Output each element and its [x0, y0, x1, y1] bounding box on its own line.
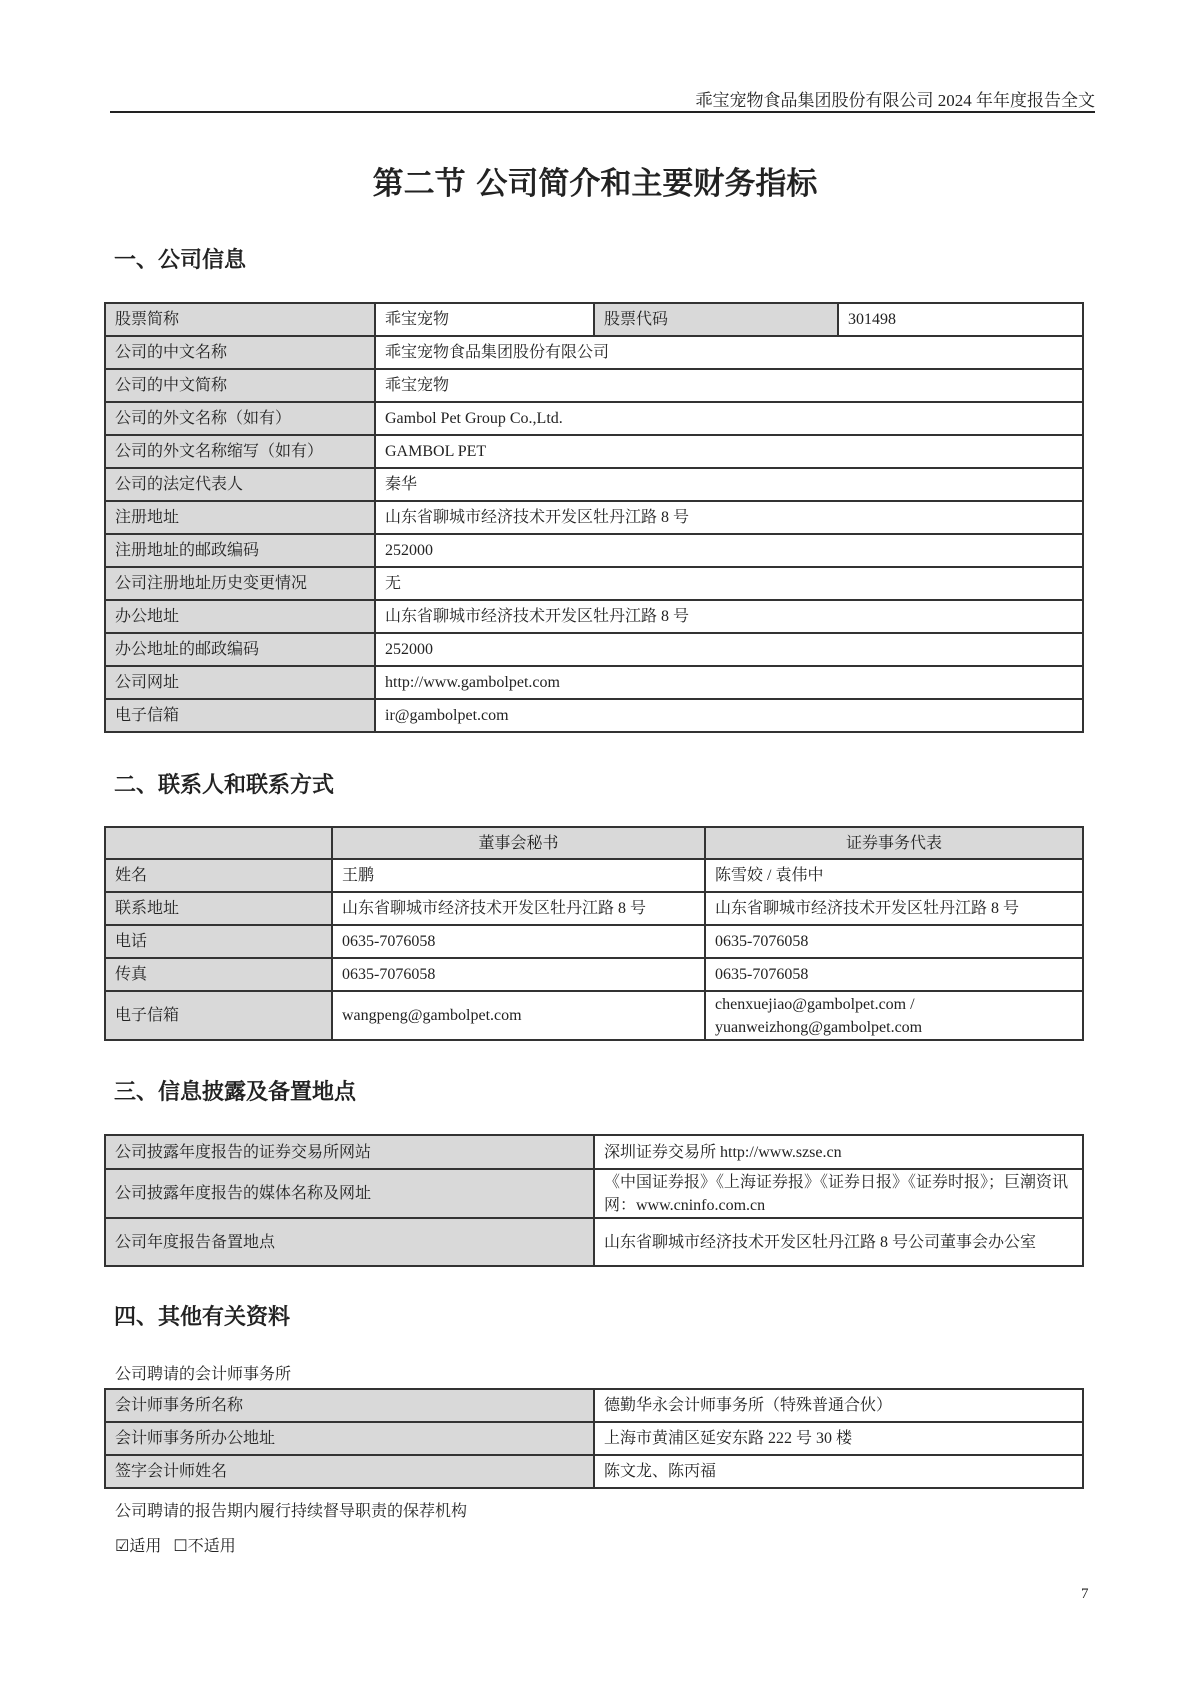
table-row [105, 892, 1083, 925]
accountant-table [104, 1388, 1084, 1489]
value-cell: 《中国证券报》《上海证券报》《证券日报》《证券时报》；巨潮资讯网：www.cninfo.com.cn [594, 1169, 1083, 1218]
value-cell: 0635-7076058 [332, 958, 705, 991]
value-cell: 0635-7076058 [332, 925, 705, 958]
table-row [105, 1422, 1083, 1455]
value-cell: 0635-7076058 [705, 958, 1083, 991]
label-cell: 电话 [105, 925, 332, 958]
not-applicable-checkbox[interactable]: ☐不适用 [173, 1538, 236, 1555]
table-row [105, 468, 1083, 501]
caption: 公司聘请的报告期内履行持续督导职责的保荐机构 [115, 1503, 468, 1520]
table-row [105, 859, 1083, 892]
applicable-checkbox[interactable]: ☑适用 [115, 1538, 162, 1555]
caption: 公司聘请的会计师事务所 [115, 1366, 292, 1383]
table-row [105, 958, 1083, 991]
label-cell: 公司披露年度报告的媒体名称及网址 [105, 1169, 594, 1218]
label-cell: 公司的法定代表人 [105, 468, 375, 501]
table-row [105, 1389, 1083, 1422]
column-header: 证券事务代表 [705, 827, 1083, 859]
page-number: 7 [1081, 1586, 1089, 1602]
label-cell: 签字会计师姓名 [105, 1455, 594, 1488]
value-cell: 山东省聊城市经济技术开发区牡丹江路 8 号 [375, 501, 1083, 534]
section-heading: 三、信息披露及备置地点 [114, 1080, 357, 1105]
value-cell: 山东省聊城市经济技术开发区牡丹江路 8 号 [705, 892, 1083, 925]
section-heading: 二、联系人和联系方式 [114, 773, 335, 798]
label-cell: 股票代码 [594, 303, 838, 336]
label-cell: 注册地址 [105, 501, 375, 534]
value-cell: GAMBOL PET [375, 435, 1083, 468]
contact-table [104, 826, 1084, 1041]
table-row [105, 534, 1083, 567]
label-cell: 传真 [105, 958, 332, 991]
value-cell: 乖宝宠物食品集团股份有限公司 [375, 336, 1083, 369]
value-cell: 陈雪姣 / 袁伟中 [705, 859, 1083, 892]
table-row [105, 1455, 1083, 1488]
value-cell: chenxuejiao@gambolpet.com / yuanweizhong@gambolpet.com [705, 991, 1083, 1040]
value-cell: 深圳证券交易所 http://www.szse.cn [594, 1135, 1083, 1169]
label-cell: 公司年度报告备置地点 [105, 1218, 594, 1266]
value-cell: ir@gambolpet.com [375, 699, 1083, 732]
table-row [105, 991, 1083, 1040]
label-cell: 电子信箱 [105, 991, 332, 1040]
value-cell: 无 [375, 567, 1083, 600]
value-cell: 秦华 [375, 468, 1083, 501]
value-cell: 上海市黄浦区延安东路 222 号 30 楼 [594, 1422, 1083, 1455]
table-header-row [105, 827, 1083, 859]
column-header: 董事会秘书 [332, 827, 705, 859]
disclosure-table [104, 1134, 1084, 1267]
label-cell: 注册地址的邮政编码 [105, 534, 375, 567]
value-cell: 301498 [838, 303, 1083, 336]
value-cell: 德勤华永会计师事务所（特殊普通合伙） [594, 1389, 1083, 1422]
label-cell: 姓名 [105, 859, 332, 892]
section-heading: 四、其他有关资料 [114, 1305, 291, 1330]
section-heading: 一、公司信息 [114, 248, 247, 273]
table-row [105, 336, 1083, 369]
table-row [105, 600, 1083, 633]
table-row [105, 567, 1083, 600]
company-info-table [104, 302, 1084, 733]
label-cell: 电子信箱 [105, 699, 375, 732]
label-cell: 公司的中文简称 [105, 369, 375, 402]
label-cell: 会计师事务所名称 [105, 1389, 594, 1422]
header-rule [110, 111, 1095, 113]
table-row [105, 925, 1083, 958]
table-row [105, 501, 1083, 534]
value-cell: 山东省聊城市经济技术开发区牡丹江路 8 号 [332, 892, 705, 925]
label-cell: 公司披露年度报告的证券交易所网站 [105, 1135, 594, 1169]
value-cell: http://www.gambolpet.com [375, 666, 1083, 699]
value-cell: 0635-7076058 [705, 925, 1083, 958]
table-row [105, 402, 1083, 435]
label-cell: 会计师事务所办公地址 [105, 1422, 594, 1455]
value-cell: 乖宝宠物 [375, 303, 594, 336]
table-row [105, 369, 1083, 402]
table-row [105, 666, 1083, 699]
label-cell: 办公地址的邮政编码 [105, 633, 375, 666]
table-row [105, 435, 1083, 468]
label-cell: 联系地址 [105, 892, 332, 925]
label-cell: 公司的外文名称（如有） [105, 402, 375, 435]
label-cell: 股票简称 [105, 303, 375, 336]
value-cell: Gambol Pet Group Co.,Ltd. [375, 402, 1083, 435]
page-title: 第二节 公司简介和主要财务指标 [372, 166, 818, 202]
value-cell: 252000 [375, 534, 1083, 567]
value-cell: 王鹏 [332, 859, 705, 892]
running-header: 乖宝宠物食品集团股份有限公司 2024 年年度报告全文 [695, 91, 1095, 110]
value-cell: 山东省聊城市经济技术开发区牡丹江路 8 号公司董事会办公室 [594, 1218, 1083, 1266]
label-cell: 公司的中文名称 [105, 336, 375, 369]
table-row [105, 699, 1083, 732]
label-cell: 公司网址 [105, 666, 375, 699]
value-cell: 乖宝宠物 [375, 369, 1083, 402]
table-row [105, 1218, 1083, 1266]
value-cell: 陈文龙、陈丙福 [594, 1455, 1083, 1488]
label-cell: 公司的外文名称缩写（如有） [105, 435, 375, 468]
label-cell: 公司注册地址历史变更情况 [105, 567, 375, 600]
value-cell: 山东省聊城市经济技术开发区牡丹江路 8 号 [375, 600, 1083, 633]
value-cell: 252000 [375, 633, 1083, 666]
label-cell: 办公地址 [105, 600, 375, 633]
table-row [105, 633, 1083, 666]
table-row [105, 303, 1083, 336]
table-row [105, 1169, 1083, 1218]
table-row [105, 1135, 1083, 1169]
value-cell: wangpeng@gambolpet.com [332, 991, 705, 1040]
